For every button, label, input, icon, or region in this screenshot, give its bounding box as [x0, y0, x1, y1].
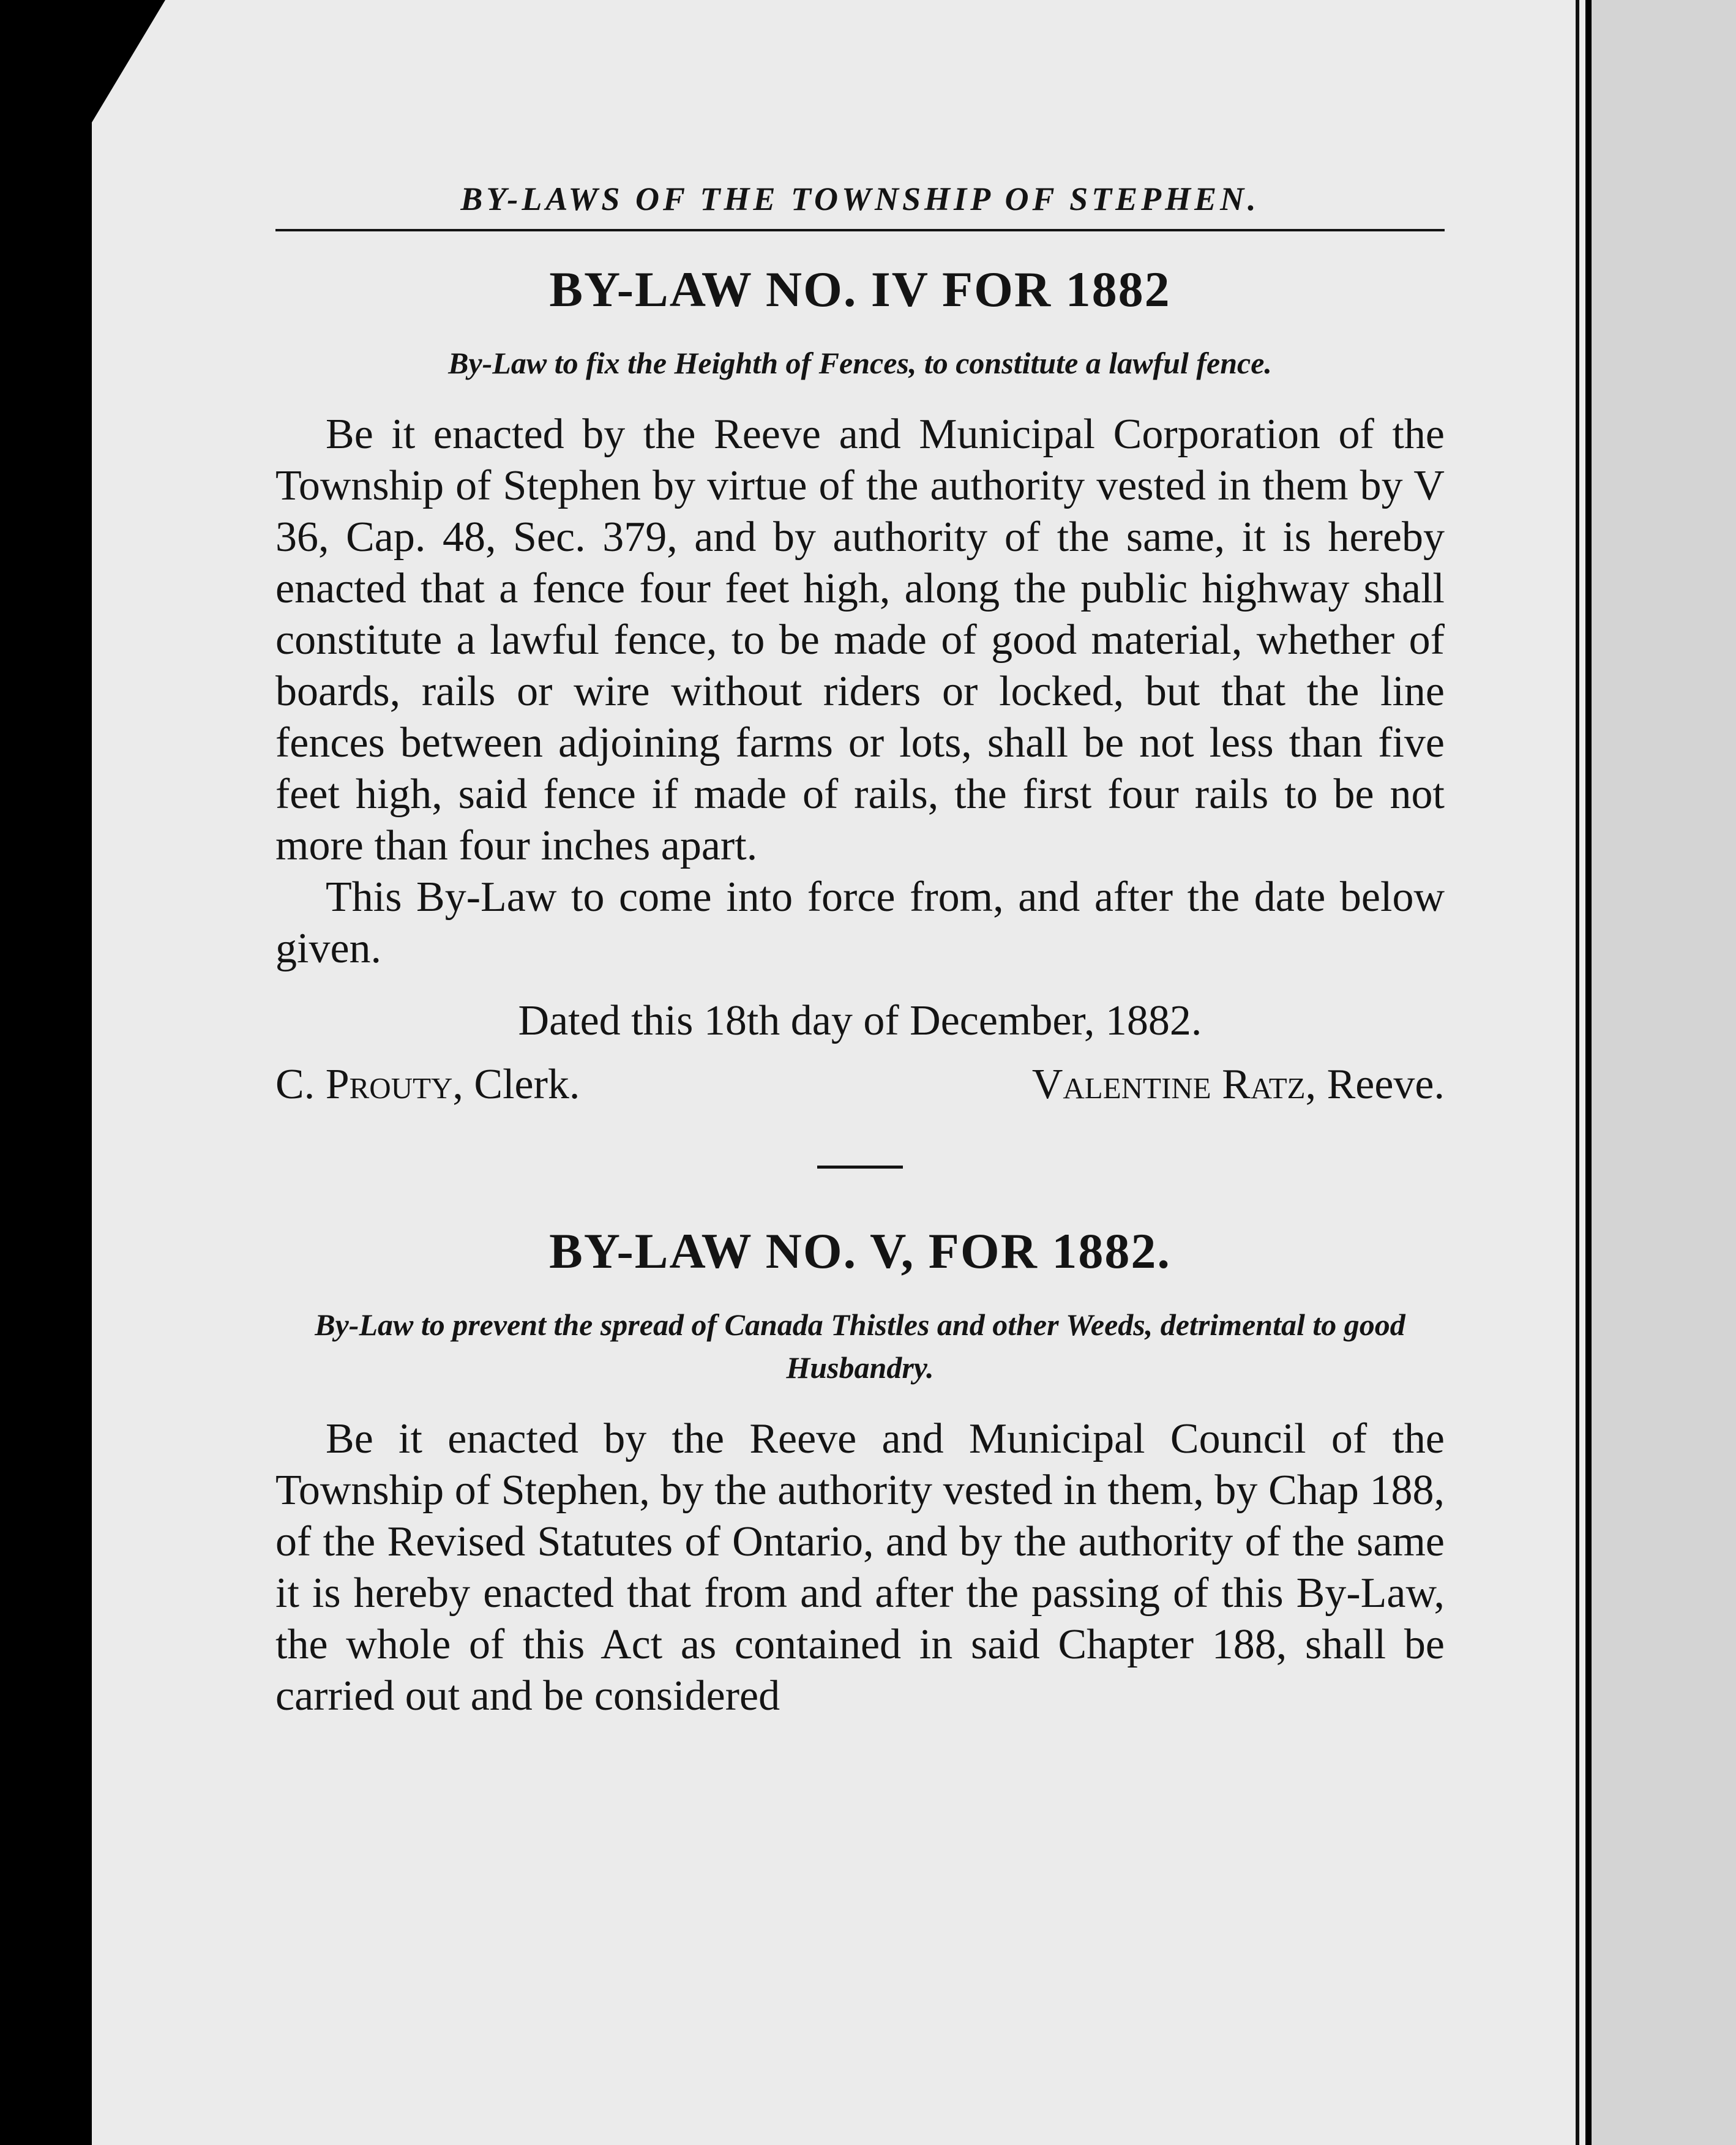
- bylaw-iv-title: BY-LAW NO. IV FOR 1882: [549, 261, 1171, 317]
- running-head: BY-LAWS OF THE TOWNSHIP OF STEPHEN.: [460, 181, 1260, 217]
- header-rule: [275, 229, 1445, 231]
- bylaw-iv-date-line: Dated this 18th day of December, 1882.: [518, 997, 1202, 1044]
- adjacent-page-edge: [1592, 0, 1736, 2145]
- bylaw-iv-enactment: Be it enacted by the Reeve and Municipal Corporation of the Township of Stephen by virtue of the authority vested in them by V 36, Cap. 48, Sec. 379, and by authority of the same, it is hereby enacted that a fence four feet high, along the public highway shall constitute a lawful fence, to be made of good material, whether of boards, rails or wire without riders or locked, but that the line fences between adjoining farms or lots, shall be not less than five feet high, said fence if made of rails, the first four rails to be not more than four inches apart.: [275, 411, 1445, 869]
- reeve-signature: [1032, 1059, 1445, 1110]
- bylaw-v-section: [275, 1218, 1445, 1722]
- clerk-signature: [275, 1059, 580, 1110]
- torn-corner: [92, 0, 165, 122]
- page-content: [275, 171, 1445, 1722]
- bylaw-v-subtitle: By-Law to prevent the spread of Canada Thistles and other Weeds, detrimental to good Husbandry.: [315, 1308, 1405, 1385]
- reeve-name: Valentine Ratz: [1031, 1061, 1306, 1108]
- bylaw-iv-section: [275, 256, 1445, 1110]
- reeve-title: , Reeve.: [1305, 1061, 1445, 1108]
- clerk-title: , Clerk.: [452, 1061, 580, 1108]
- bylaw-iv-signatures: [275, 1059, 1445, 1110]
- bylaw-v-enactment: Be it enacted by the Reeve and Municipal Council of the Township of Stephen, by the authority vested in them, by Chap 188, of the Revised Statutes of Ontario, and by the authority of the same it is hereby enacted that from and after the passing of this By-Law, the whole of this Act as contained in said Chapter 188, shall be carried out and be considered: [275, 1415, 1445, 1720]
- section-divider: [817, 1166, 903, 1169]
- bylaw-iv-subtitle: By-Law to fix the Heighth of Fences, to constitute a lawful fence.: [448, 346, 1272, 380]
- clerk-name: C. Prouty: [275, 1061, 453, 1108]
- bylaw-iv-force-clause: This By-Law to come into force from, and after the date below given.: [275, 874, 1445, 972]
- bylaw-v-title: BY-LAW NO. V, FOR 1882.: [549, 1223, 1171, 1279]
- page-gutter: [1576, 0, 1579, 2145]
